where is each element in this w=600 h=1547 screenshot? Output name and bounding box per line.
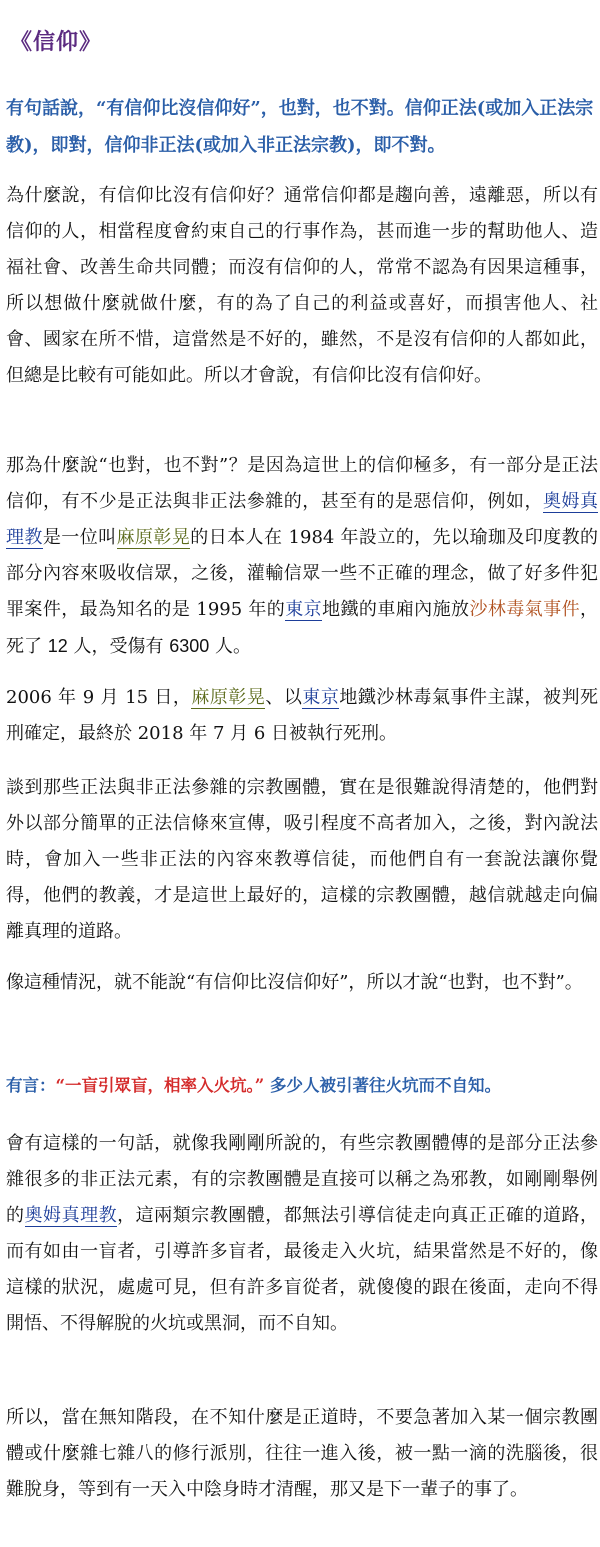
text-segment: 是一位叫 (42, 527, 117, 548)
injured-count: 6300 (169, 636, 210, 656)
text-segment: 那為什麼說“也對，也不對”？是因為這世上的信仰極多，有一部分是正法信仰，有不少是正法與非正法參雜的，甚至有的是惡信仰，例如， (6, 455, 598, 512)
proverb-label: 有言： (6, 1076, 56, 1095)
paragraph-aum-example (6, 448, 598, 665)
text-segment: 人。 (209, 636, 251, 657)
text-segment: 的日本人在 1984 年設立的，先以瑜珈及印度教的部分內容來吸收信眾，之後，灌輸信眾一些不正確的理念，做了好多件犯罪案件，最為知名的是 1995 年的 (6, 527, 599, 620)
paragraph-advice: 所以，當在無知階段，在不知什麼是正道時，不要急著加入某一個宗教團體或什麼雜七雜八的修行派別，往往一進入後，被一點一滴的洗腦後，很難脫身，等到有一天入中陰身時才清醒，那又是下一輩子的事了。 (6, 1407, 598, 1500)
link-aum-shinrikyo[interactable]: 奧姆真理教 (6, 491, 599, 548)
paragraph-blind-leading (6, 1126, 598, 1342)
text-segment: 會有這樣的一句話，就像我剛剛所說的，有些宗教團體傳的是部分正法參雜很多的非正法元素，有的宗教團體是直接可以稱之為邪教，如剛剛舉例的 (6, 1133, 598, 1226)
paragraph-mixed-religions: 談到那些正法與非正法參雜的宗教團體，實在是很難說得清楚的，他們對外以部分簡單的正法信條來宣傳，吸引程度不高者加入，之後，對內說法時，會加入一些非正法的內容來教導信徒，而他們自有一套說法讓你覺得，他們的教義，才是這世上最好的，這樣的宗教團體，越信就越走向偏離真理的道路。 (6, 777, 598, 942)
death-count: 12 (47, 636, 68, 656)
article-title: 《信仰》 (10, 29, 103, 55)
paragraph-why-faith: 為什麼說，有信仰比沒有信仰好？通常信仰都是趨向善，遠離惡，所以有信仰的人，相當程度會約束自己的行事作為，甚而進一步的幫助他人、造福社會、改善生命共同體；而沒有信仰的人，常常不認為有因果這種事，所以想做什麼就做什麼，有的為了自己的利益或喜好，而損害他人、社會、國家在所不惜，這當然是不好的，雖然，不是沒有信仰的人都如此，但總是比較有可能如此。所以才會說，有信仰比沒有信仰好。 (6, 185, 598, 386)
text-segment: 地鐵的車廂內施放 (322, 599, 470, 620)
proverb-line (6, 1070, 598, 1102)
link-aum-shinrikyo[interactable]: 奧姆真理教 (24, 1205, 118, 1226)
lead-paragraph: 有句話說，“有信仰比沒信仰好”，也對，也不對。信仰正法(或加入正法宗教)，即對，信仰非正法(或加入非正法宗教)，即不對。 (6, 98, 594, 156)
link-sarin-attack[interactable]: 沙林毒氣事件 (469, 599, 581, 620)
text-segment: 地鐵沙林毒氣事件主謀，被判死刑確定，最終於 2018 年 7 月 6 日被執行死刑。 (6, 687, 598, 744)
text-segment: 2006 年 9 月 15 日， (6, 687, 192, 708)
text-segment: ，這兩類宗教團體，都無法引導信徒走向真正正確的道路，而有如由一盲者，引導許多盲者，最後走入火坑，結果當然是不好的，像這樣的狀況，處處可見，但有許多盲從者，就傻傻的跟在後面，走向不得開悟、不得解脫的火坑或黑洞，而不自知。 (6, 1205, 599, 1334)
text-segment: 、以 (265, 687, 303, 708)
proverb-comment: 多少人被引著往火坑而不自知。 (264, 1076, 501, 1095)
paragraph-conclusion: 像這種情況，就不能說“有信仰比沒信仰好”，所以才說“也對，也不對”。 (6, 972, 583, 993)
link-asahara[interactable]: 麻原彰晃 (116, 527, 191, 548)
proverb-quote: “一盲引眾盲，相率入火坑。” (55, 1076, 265, 1095)
text-segment: ，死了 (6, 599, 599, 657)
paragraph-execution (6, 680, 598, 752)
text-segment: 人，受傷有 (67, 636, 170, 657)
link-tokyo[interactable]: 東京 (302, 687, 340, 708)
link-asahara[interactable]: 麻原彰晃 (191, 687, 266, 708)
link-tokyo[interactable]: 東京 (285, 599, 323, 620)
